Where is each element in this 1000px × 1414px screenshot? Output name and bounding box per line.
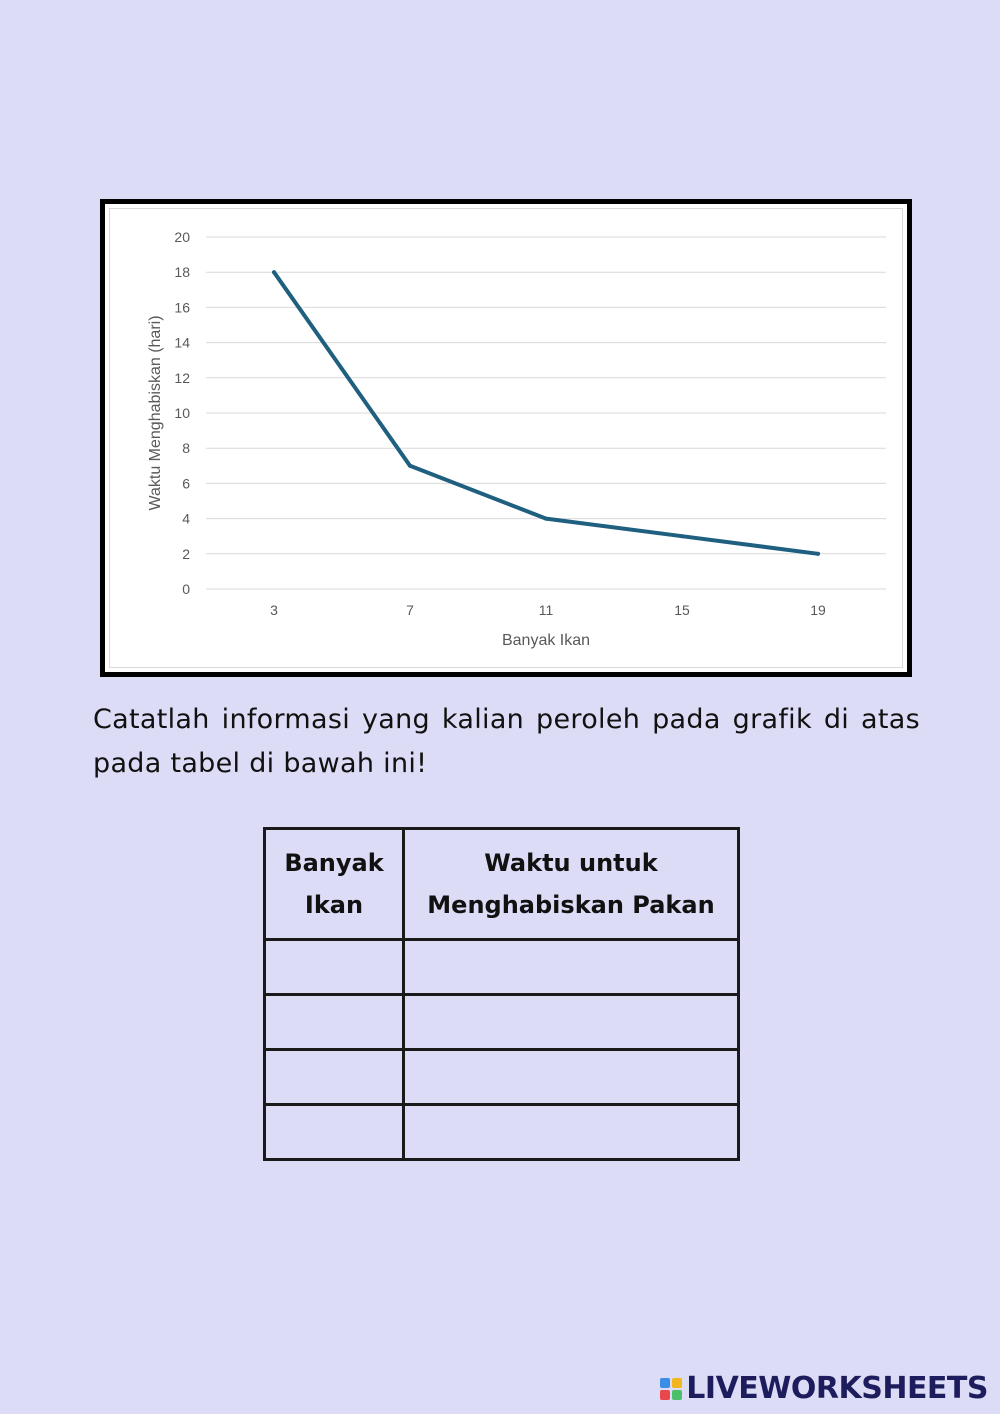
- y-tick-label: 12: [174, 369, 190, 386]
- record-table: [263, 827, 740, 1161]
- answer-cell-waktu[interactable]: [404, 940, 739, 995]
- table-row: [265, 1105, 739, 1160]
- table-row: [265, 940, 739, 995]
- liveworksheets-logo-icon: [660, 1378, 682, 1400]
- header-banyak-ikan: Banyak Ikan: [265, 829, 404, 940]
- answer-cell-banyak-ikan[interactable]: [265, 1050, 404, 1105]
- answer-cell-waktu[interactable]: [404, 1050, 739, 1105]
- table-row: [265, 995, 739, 1050]
- chart-area: [109, 208, 903, 668]
- instruction-text: Catatlah informasi yang kalian peroleh pada grafik di atas pada tabel di bawah ini!: [93, 704, 920, 779]
- answer-cell-waktu[interactable]: [404, 1105, 739, 1160]
- y-tick-label: 2: [182, 545, 190, 562]
- data-point: [544, 517, 548, 521]
- x-tick-label: 15: [674, 602, 690, 618]
- answer-cell-banyak-ikan[interactable]: [265, 995, 404, 1050]
- data-point: [816, 552, 820, 556]
- x-tick-label: 11: [538, 602, 554, 618]
- x-tick-label: 19: [810, 602, 826, 618]
- table-row: [265, 1050, 739, 1105]
- y-tick-label: 14: [174, 334, 190, 351]
- x-tick-label: 7: [406, 602, 414, 618]
- answer-cell-banyak-ikan[interactable]: [265, 1105, 404, 1160]
- logo-square-i: [672, 1378, 682, 1388]
- y-tick-label: 20: [174, 229, 190, 245]
- answer-cell-banyak-ikan[interactable]: [265, 940, 404, 995]
- y-axis-title: Waktu Menghabiskan (hari): [147, 315, 164, 511]
- x-tick-label: 3: [270, 602, 278, 618]
- logo-square-l: [660, 1378, 670, 1388]
- logo-square-v: [660, 1390, 670, 1400]
- logo-square-e: [672, 1390, 682, 1400]
- chart-frame: [100, 199, 912, 677]
- answer-cell-waktu[interactable]: [404, 995, 739, 1050]
- header-waktu: Waktu untuk Menghabiskan Pakan: [404, 829, 739, 940]
- x-axis-title: Banyak Ikan: [501, 632, 591, 649]
- watermark-text: LIVEWORKSHEETS: [686, 1371, 988, 1406]
- y-tick-label: 8: [182, 440, 190, 457]
- y-tick-label: 16: [174, 299, 190, 316]
- table-header-row: [265, 829, 739, 940]
- data-point: [680, 534, 684, 538]
- liveworksheets-watermark: [660, 1371, 988, 1406]
- line-chart: [110, 209, 912, 677]
- y-tick-label: 4: [182, 510, 190, 527]
- data-point: [408, 464, 412, 468]
- y-tick-label: 18: [174, 264, 190, 281]
- data-point: [272, 270, 276, 274]
- y-tick-label: 0: [182, 581, 190, 597]
- y-tick-label: 10: [174, 405, 190, 421]
- y-tick-label: 6: [182, 475, 190, 492]
